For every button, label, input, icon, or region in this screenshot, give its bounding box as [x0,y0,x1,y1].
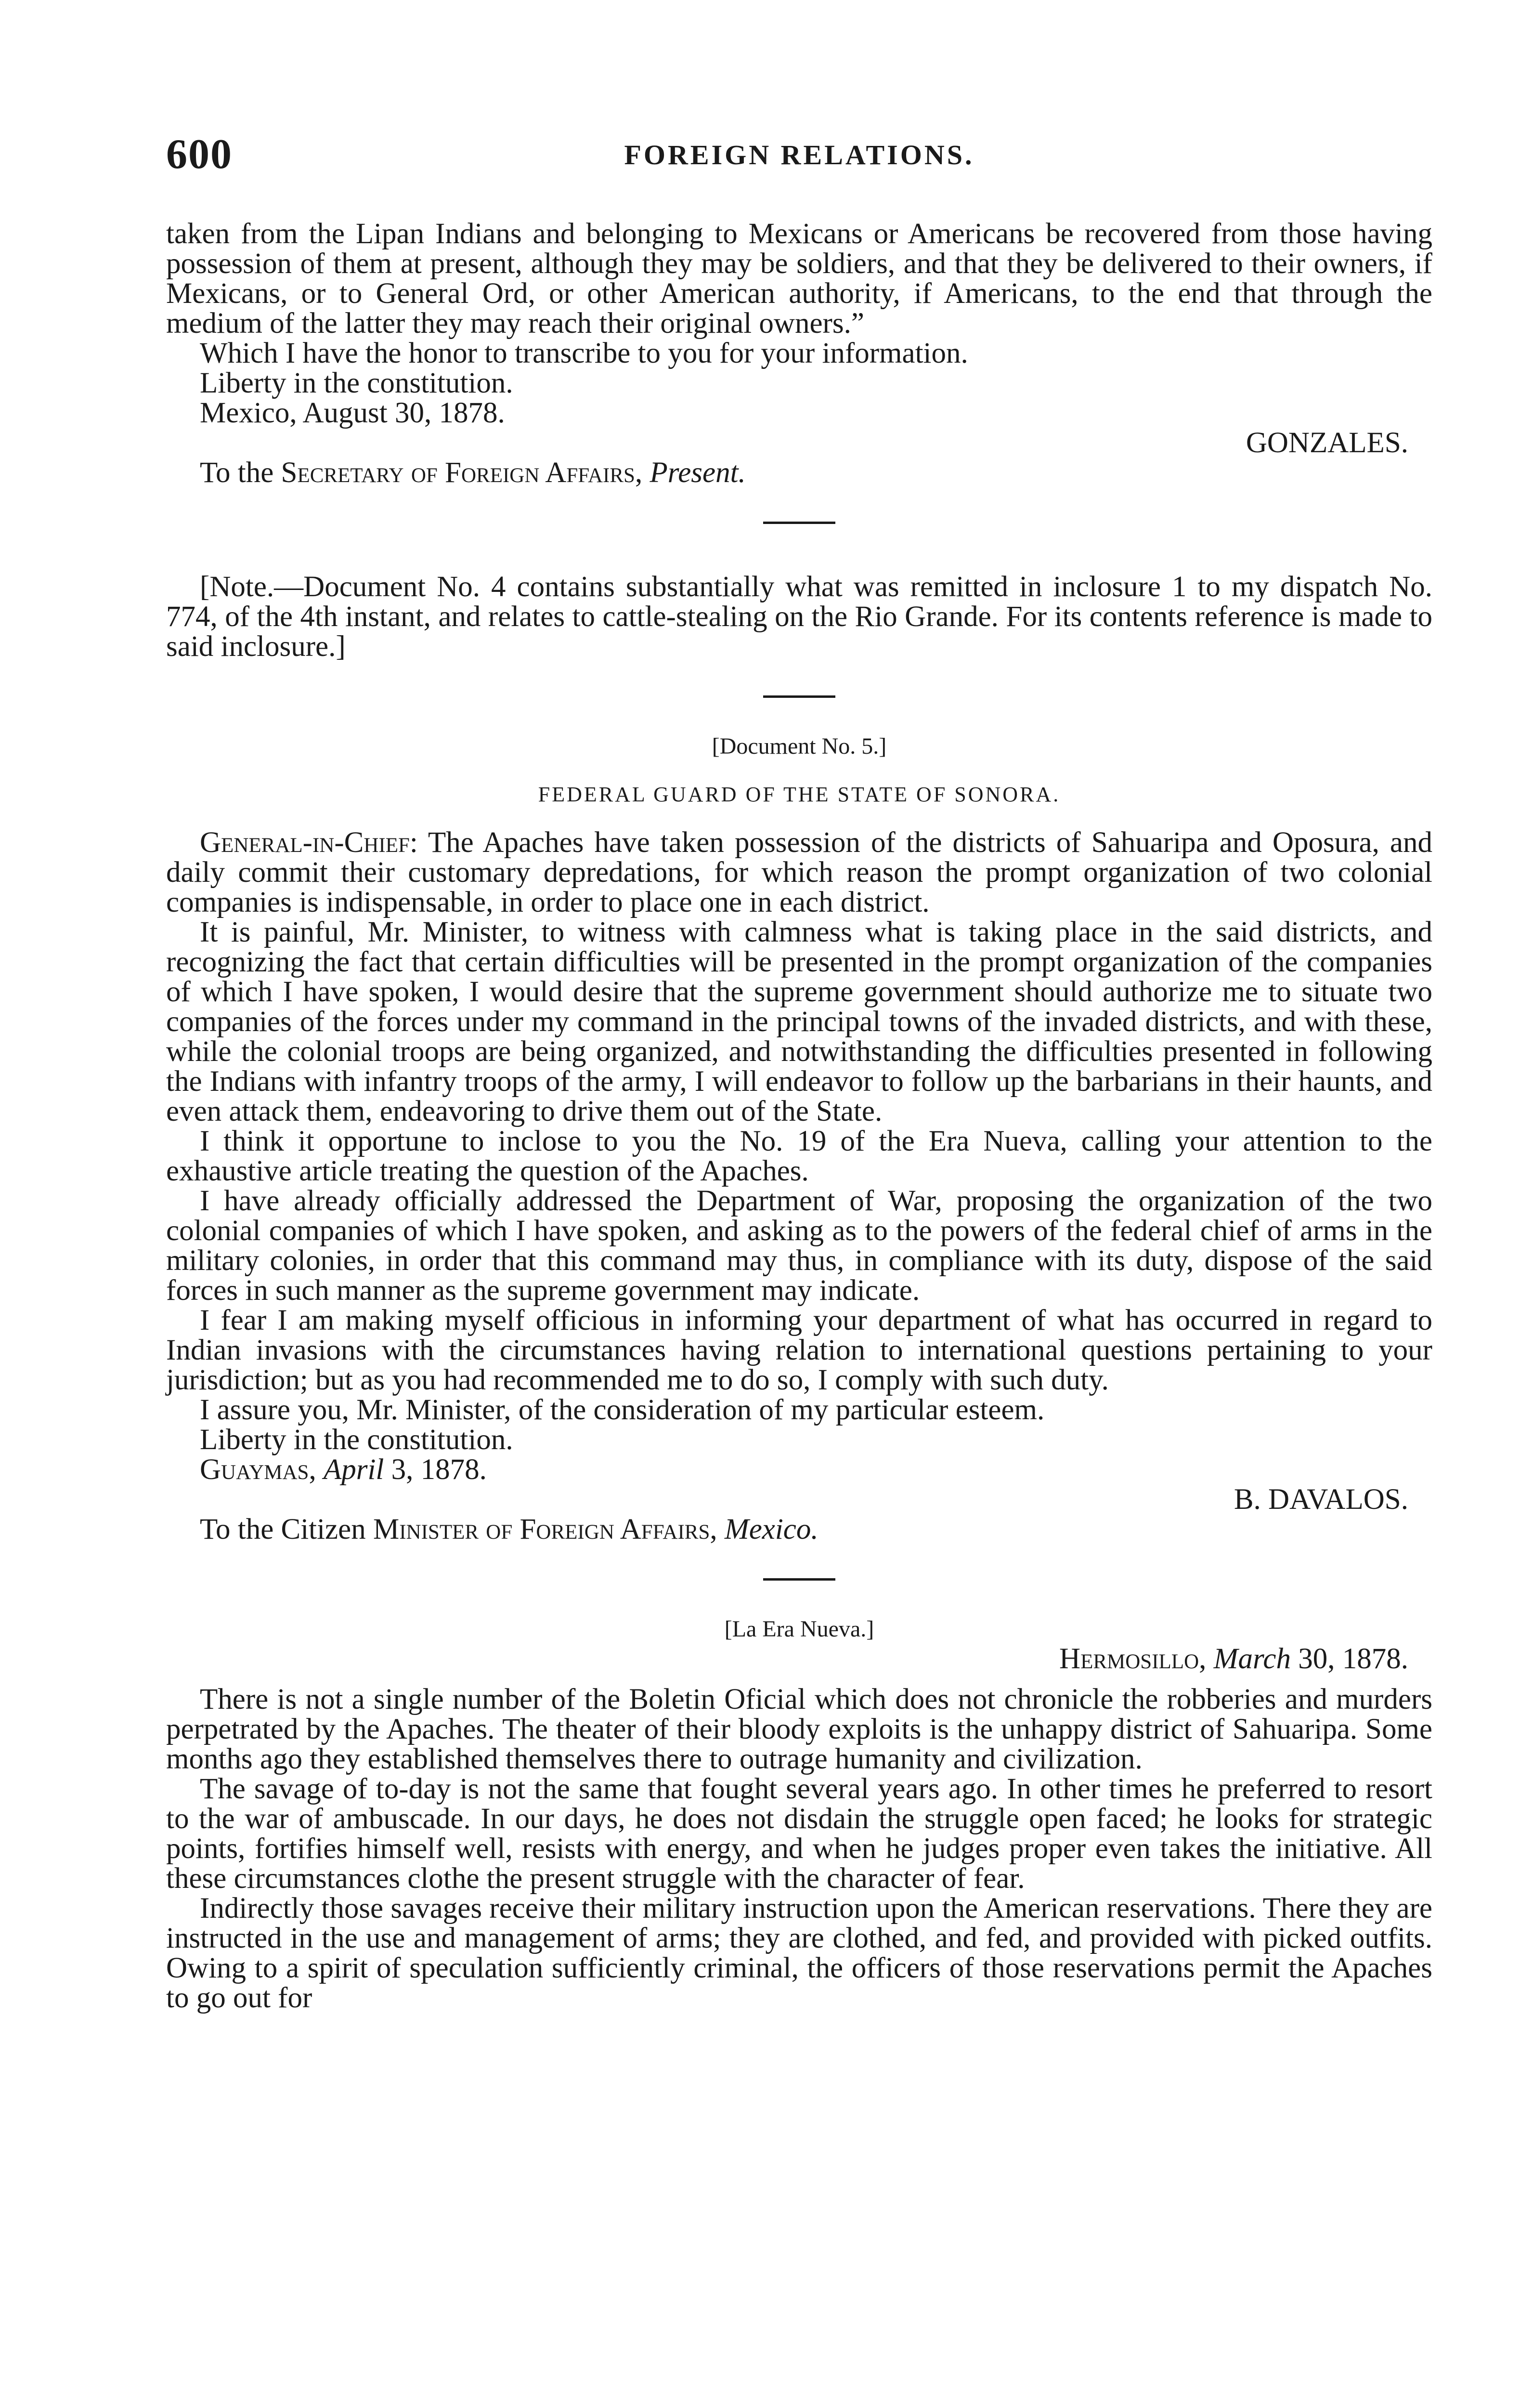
signature: GONZALES. [1246,427,1408,459]
addressee [166,1515,1432,1544]
article-paragraph: Indirectly those savages receive their military instruction upon the American reservations. There they are instructed in the use and management of arms; they are clothed, and fed, and provided with picked outfits. Owing to a spirit of speculation sufficiently criminal, the officers of those reservations permit the Apaches to go out for [166,1892,1432,2014]
running-head: FOREIGN RELATIONS. [624,139,974,170]
dateline-rest: 30, 1878. [1298,1643,1408,1675]
letter-paragraph-text: The Apaches have taken possession of the districts of Sahuaripa and Oposura, and daily commit their customary depredations, for which reason the prompt organization of two colonial companies is indispensable, in order to place one in each district. [166,826,1432,918]
liberty-line: Liberty in the constitution. [200,367,513,399]
address-prefix: To the Citizen [200,1513,366,1545]
dateline-place: Guaymas, [200,1453,316,1486]
article-paragraph: The savage of to-day is not the same that fought several years ago. In other times he preferred to resort to the war of ambuscade. In our days, he does not disdain the struggle open faced; he looks for strategic points, fortifies himself well, resists with energy, and when he judges proper even takes the initiative. All these circumstances clothe the present struggle with the character of fear. [166,1773,1432,1895]
letter-paragraph: I think it opportune to inclose to you the No. 19 of the Era Nueva, calling your attention to the exhaustive article treating the question of the Apaches. [166,1125,1432,1187]
transcribe-line: Which I have the honor to transcribe to you for your information. [200,337,968,369]
dateline-rest: 3, 1878. [391,1453,487,1486]
page-header [166,130,1432,183]
address-place: Present. [650,457,746,489]
clipping-label: [La Era Nueva.] [724,1616,874,1642]
page-body [166,219,1432,2013]
address-place: Mexico. [724,1513,818,1545]
clipping-dateline [166,1644,1432,1674]
continued-paragraph: taken from the Lipan Indians and belonging to Mexicans or Americans be recovered from those having possession of them at present, although they may be soldiers, and that they be delivered to their owners, if Mexicans, or to General Ord, or other American authority, if Americans, to the end that through the medium of the latter they may reach their original owners.” [166,218,1432,340]
address-title: Secretary of Foreign Affairs, [281,457,643,489]
dateline-month: March [1213,1643,1291,1675]
address-title: Minister of Foreign Affairs, [373,1513,717,1545]
addressee [166,458,1432,488]
letter-paragraph: I have already officially addressed the Department of War, proposing the organization of the two colonial companies of which I have spoken, and asking as to the powers of the federal chief of arms in the military colonies, in order that this command may thus, in compliance with its duty, dispose of the said forces in such manner as the supreme government may indicate. [166,1185,1432,1307]
assure-line: I assure you, Mr. Minister, of the consideration of my particular esteem. [200,1394,1045,1426]
document-title: FEDERAL GUARD OF THE STATE OF SONORA. [538,783,1061,806]
dateline: Mexico, August 30, 1878. [200,397,505,429]
salutation: General-in-Chief: [200,826,418,859]
letter-paragraph: It is painful, Mr. Minister, to witness with calmness what is taking place in the said districts, and recognizing the fact that certain difficulties will be presented in the prompt organization of the companies of which I have spoken, I would desire that the supreme government should authorize me to situate two companies of the forces under my command in the principal towns of the invaded districts, and with these, while the colonial troops are being organized, and notwithstanding the difficulties presented in following the Indians with infantry troops of the army, I will endeavor to follow up the barbarians in their haunts, and even attack them, endeavoring to drive them out of the State. [166,916,1432,1127]
page-number: 600 [166,131,233,178]
dateline [166,1455,1432,1485]
liberty-line: Liberty in the constitution. [200,1424,513,1456]
dateline-place: Hermosillo, [1059,1643,1207,1675]
signature: B. DAVALOS. [1234,1483,1408,1516]
address-prefix: To the [200,457,274,489]
dateline-month: April [323,1453,384,1486]
letter-paragraph [166,828,1432,917]
letter-paragraph: I fear I am making myself officious in informing your department of what has occurred in regard to Indian invasions with the circumstances having relation to international questions pertaining to your jurisdiction; but as you had recommended me to do so, I comply with such duty. [166,1304,1432,1396]
article-paragraph: There is not a single number of the Boletin Oficial which does not chronicle the robberies and murders perpetrated by the Apaches. The theater of their bloody exploits is the unhappy district of Sahuaripa. Some months ago they established themselves there to outrage humanity and civilization. [166,1683,1432,1775]
editorial-note: [Note.—Document No. 4 contains substantially what was remitted in inclosure 1 to my dispatch No. 774, of the 4th instant, and relates to cattle-stealing on the Rio Grande. For its contents reference is made to said inclosure.] [166,571,1432,663]
document-label: [Document No. 5.] [712,733,887,759]
